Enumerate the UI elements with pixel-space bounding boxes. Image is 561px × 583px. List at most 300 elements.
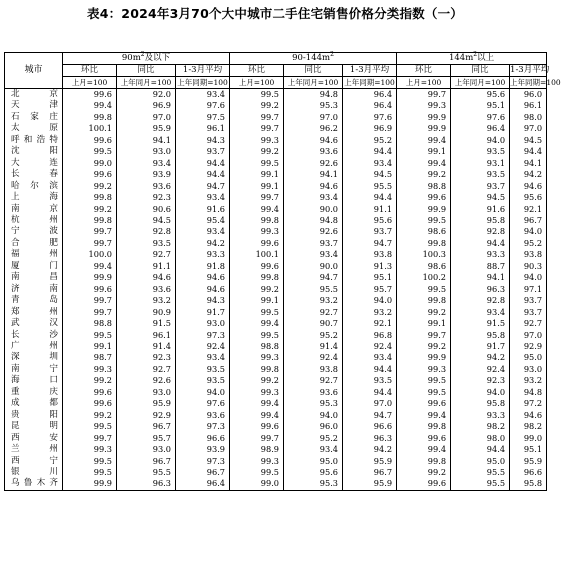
index-value: 91.6	[176, 204, 230, 215]
index-value: 94.0	[451, 135, 510, 146]
index-value: 93.6	[284, 387, 343, 398]
index-value: 92.4	[284, 352, 343, 363]
group-header-small: $90m^2$及以下	[63, 53, 230, 65]
sub-header: 同比	[284, 65, 343, 77]
table-row	[5, 261, 547, 272]
index-value: 94.6	[510, 410, 547, 421]
index-value: 94.4	[343, 146, 397, 157]
index-value: 95.7	[117, 433, 176, 444]
index-value: 97.1	[510, 284, 547, 295]
table-row	[5, 204, 547, 215]
index-value: 99.8	[397, 456, 451, 467]
index-value: 95.5	[451, 478, 510, 490]
index-value: 96.9	[343, 123, 397, 134]
index-value: 94.4	[451, 444, 510, 455]
index-value: 94.4	[176, 158, 230, 169]
index-value: 94.0	[176, 387, 230, 398]
index-value: 98.6	[397, 261, 451, 272]
table-row	[5, 169, 547, 180]
table-row	[5, 226, 547, 237]
index-value: 91.1	[117, 261, 176, 272]
index-value: 99.7	[230, 192, 284, 203]
index-value: 99.8	[230, 215, 284, 226]
index-value: 96.4	[343, 100, 397, 111]
city-name: 南昌	[5, 272, 63, 283]
index-value: 99.6	[397, 433, 451, 444]
index-value: 98.6	[397, 226, 451, 237]
city-name: 石家庄	[5, 112, 63, 123]
city-name: 海口	[5, 375, 63, 386]
index-value: 97.0	[510, 123, 547, 134]
index-value: 92.7	[117, 249, 176, 260]
table-row	[5, 330, 547, 341]
index-value: 91.4	[117, 341, 176, 352]
index-value: 99.7	[63, 238, 117, 249]
index-value: 99.8	[397, 238, 451, 249]
index-value: 92.1	[510, 204, 547, 215]
index-value: 93.2	[117, 295, 176, 306]
index-value: 93.4	[284, 249, 343, 260]
index-value: 99.3	[230, 352, 284, 363]
index-value: 93.6	[117, 181, 176, 192]
index-value: 99.6	[397, 192, 451, 203]
index-value: 93.8	[343, 249, 397, 260]
index-value: 93.4	[284, 192, 343, 203]
base-header: 上月=100	[63, 77, 117, 89]
index-value: 99.3	[230, 135, 284, 146]
index-value: 92.6	[284, 158, 343, 169]
index-value: 94.4	[510, 146, 547, 157]
index-value: 96.4	[176, 478, 230, 490]
table-row	[5, 158, 547, 169]
index-value: 97.3	[176, 456, 230, 467]
index-value: 99.6	[63, 135, 117, 146]
index-value: 99.5	[63, 146, 117, 157]
city-name: 成都	[5, 398, 63, 409]
index-value: 93.8	[510, 249, 547, 260]
table-row	[5, 444, 547, 455]
index-value: 99.2	[230, 375, 284, 386]
index-value: 99.1	[230, 295, 284, 306]
index-value: 99.3	[230, 456, 284, 467]
index-value: 93.3	[451, 410, 510, 421]
index-value: 94.2	[510, 169, 547, 180]
index-value: 94.4	[451, 238, 510, 249]
index-value: 92.9	[117, 410, 176, 421]
index-value: 99.4	[397, 158, 451, 169]
index-value: 92.7	[117, 364, 176, 375]
index-value: 96.1	[176, 123, 230, 134]
index-value: 94.6	[284, 181, 343, 192]
index-value: 94.3	[176, 135, 230, 146]
index-value: 99.8	[397, 421, 451, 432]
index-value: 99.1	[397, 146, 451, 157]
index-value: 92.0	[117, 89, 176, 101]
index-value: 99.3	[397, 364, 451, 375]
index-value: 98.7	[63, 352, 117, 363]
price-index-table	[4, 51, 561, 491]
city-name: 西安	[5, 433, 63, 444]
index-value: 94.5	[117, 215, 176, 226]
city-name: 呼和浩特	[5, 135, 63, 146]
table-row	[5, 100, 547, 111]
index-value: 91.7	[451, 341, 510, 352]
index-value: 93.8	[284, 364, 343, 375]
table-row	[5, 398, 547, 409]
index-value: 99.4	[230, 204, 284, 215]
index-value: 99.9	[397, 204, 451, 215]
sub-header: 同比	[117, 65, 176, 77]
table-row	[5, 215, 547, 226]
city-name: 重庆	[5, 387, 63, 398]
table-row	[5, 249, 547, 260]
index-value: 99.1	[230, 169, 284, 180]
index-value: 94.8	[510, 387, 547, 398]
index-value: 99.6	[397, 398, 451, 409]
table-row	[5, 478, 547, 490]
index-value: 94.4	[343, 387, 397, 398]
city-name: 乌鲁木齐	[5, 478, 63, 490]
index-value: 99.7	[397, 89, 451, 101]
index-value: 95.8	[510, 478, 547, 490]
index-value: 95.8	[451, 398, 510, 409]
index-value: 94.1	[451, 272, 510, 283]
index-value: 95.8	[451, 330, 510, 341]
index-value: 99.4	[397, 444, 451, 455]
index-value: 99.2	[230, 284, 284, 295]
index-value: 99.7	[63, 433, 117, 444]
index-value: 92.7	[284, 375, 343, 386]
index-value: 98.2	[451, 421, 510, 432]
price-index-table-container	[4, 51, 561, 491]
index-value: 94.5	[451, 192, 510, 203]
index-value: 95.5	[117, 467, 176, 478]
index-value: 96.6	[343, 421, 397, 432]
index-value: 100.0	[63, 249, 117, 260]
index-value: 93.4	[343, 352, 397, 363]
index-value: 96.4	[343, 89, 397, 101]
base-header: 上年同月=100	[284, 77, 343, 89]
index-value: 93.7	[451, 181, 510, 192]
index-value: 97.6	[451, 112, 510, 123]
index-value: 99.8	[63, 215, 117, 226]
index-value: 94.0	[510, 226, 547, 237]
index-value: 94.0	[510, 272, 547, 283]
index-value: 93.7	[510, 295, 547, 306]
index-value: 93.1	[451, 158, 510, 169]
index-value: 97.0	[117, 112, 176, 123]
index-value: 99.8	[397, 295, 451, 306]
sub-header: 环比	[230, 65, 284, 77]
index-value: 93.7	[510, 307, 547, 318]
city-name: 上海	[5, 192, 63, 203]
index-value: 97.0	[284, 112, 343, 123]
city-column-header: 城市	[5, 53, 63, 89]
index-value: 91.6	[451, 204, 510, 215]
index-value: 93.3	[176, 249, 230, 260]
index-value: 94.7	[343, 410, 397, 421]
index-value: 94.0	[343, 295, 397, 306]
index-value: 95.9	[117, 123, 176, 134]
index-value: 99.3	[230, 387, 284, 398]
index-value: 99.2	[397, 341, 451, 352]
table-row	[5, 295, 547, 306]
index-value: 94.6	[284, 135, 343, 146]
index-value: 99.7	[230, 112, 284, 123]
index-value: 90.0	[284, 261, 343, 272]
index-value: 95.3	[284, 100, 343, 111]
city-name: 兰州	[5, 444, 63, 455]
index-value: 93.3	[451, 249, 510, 260]
index-value: 98.9	[230, 444, 284, 455]
city-name: 青岛	[5, 295, 63, 306]
index-value: 99.7	[63, 307, 117, 318]
index-value: 99.4	[230, 398, 284, 409]
index-value: 91.5	[451, 318, 510, 329]
index-value: 92.1	[343, 318, 397, 329]
city-name: 合肥	[5, 238, 63, 249]
index-value: 92.3	[117, 192, 176, 203]
index-value: 99.3	[63, 444, 117, 455]
index-value: 99.4	[63, 100, 117, 111]
index-value: 99.3	[397, 100, 451, 111]
index-value: 99.5	[230, 307, 284, 318]
index-value: 99.1	[63, 341, 117, 352]
index-value: 94.2	[343, 444, 397, 455]
city-name: 宁波	[5, 226, 63, 237]
index-value: 99.6	[230, 261, 284, 272]
index-value: 91.8	[176, 261, 230, 272]
index-value: 96.7	[176, 467, 230, 478]
city-name: 银川	[5, 467, 63, 478]
index-value: 94.2	[176, 238, 230, 249]
city-name: 武汉	[5, 318, 63, 329]
index-value: 92.7	[510, 318, 547, 329]
sub-header: 同比	[451, 65, 510, 77]
index-value: 99.5	[230, 330, 284, 341]
table-row	[5, 433, 547, 444]
table-row	[5, 307, 547, 318]
index-value: 99.2	[230, 100, 284, 111]
index-value: 93.9	[117, 169, 176, 180]
city-name: 北京	[5, 89, 63, 101]
group-header-medium: $90-144m^2$	[230, 53, 397, 65]
table-row	[5, 467, 547, 478]
index-value: 99.7	[63, 295, 117, 306]
index-value: 99.9	[397, 123, 451, 134]
city-name: 深圳	[5, 352, 63, 363]
base-header: 上月=100	[230, 77, 284, 89]
index-value: 96.1	[510, 100, 547, 111]
index-value: 91.5	[117, 318, 176, 329]
index-value: 93.4	[176, 226, 230, 237]
index-value: 92.4	[176, 341, 230, 352]
index-value: 98.8	[397, 181, 451, 192]
index-value: 94.7	[343, 238, 397, 249]
index-value: 96.0	[284, 421, 343, 432]
index-value: 92.8	[451, 226, 510, 237]
city-name: 长沙	[5, 330, 63, 341]
index-value: 90.0	[284, 204, 343, 215]
city-name: 哈尔滨	[5, 181, 63, 192]
index-value: 92.8	[117, 226, 176, 237]
table-row	[5, 192, 547, 203]
table-row	[5, 238, 547, 249]
table-row	[5, 284, 547, 295]
index-value: 99.1	[230, 181, 284, 192]
city-name: 南京	[5, 204, 63, 215]
index-value: 94.8	[284, 89, 343, 101]
index-value: 99.5	[230, 467, 284, 478]
index-value: 93.4	[284, 444, 343, 455]
index-value: 99.6	[63, 284, 117, 295]
index-value: 90.6	[117, 204, 176, 215]
index-value: 99.8	[63, 112, 117, 123]
index-value: 99.6	[63, 398, 117, 409]
index-value: 95.6	[451, 89, 510, 101]
index-value: 100.1	[63, 123, 117, 134]
index-value: 96.2	[284, 123, 343, 134]
index-value: 94.7	[284, 272, 343, 283]
index-value: 99.5	[63, 456, 117, 467]
index-value: 99.6	[230, 421, 284, 432]
index-value: 95.2	[510, 238, 547, 249]
index-value: 98.8	[63, 318, 117, 329]
index-value: 99.5	[397, 215, 451, 226]
index-value: 98.0	[510, 112, 547, 123]
index-value: 99.2	[63, 204, 117, 215]
index-value: 94.6	[510, 181, 547, 192]
table-row	[5, 352, 547, 363]
index-value: 90.7	[284, 318, 343, 329]
sub-header-row	[5, 65, 547, 77]
index-value: 93.5	[117, 238, 176, 249]
index-value: 95.9	[117, 398, 176, 409]
index-value: 95.6	[284, 467, 343, 478]
index-value: 95.2	[343, 135, 397, 146]
table-row	[5, 318, 547, 329]
city-name: 贵阳	[5, 410, 63, 421]
table-row	[5, 112, 547, 123]
index-value: 93.4	[343, 158, 397, 169]
index-value: 94.4	[176, 169, 230, 180]
index-value: 99.7	[230, 123, 284, 134]
index-value: 97.0	[510, 330, 547, 341]
base-header: 上年同月=100	[451, 77, 510, 89]
city-name: 大连	[5, 158, 63, 169]
table-row	[5, 89, 547, 101]
index-value: 94.5	[343, 169, 397, 180]
index-value: 95.8	[451, 215, 510, 226]
index-value: 96.4	[451, 123, 510, 134]
index-value: 99.4	[230, 318, 284, 329]
index-value: 96.7	[343, 467, 397, 478]
index-value: 99.4	[230, 410, 284, 421]
index-value: 99.9	[63, 272, 117, 283]
index-value: 91.4	[284, 341, 343, 352]
index-value: 94.0	[451, 387, 510, 398]
index-value: 96.9	[117, 100, 176, 111]
base-header-row	[5, 77, 547, 89]
index-value: 95.0	[451, 456, 510, 467]
index-value: 94.0	[284, 410, 343, 421]
index-value: 99.6	[397, 478, 451, 490]
sub-header: 1-3月平均	[343, 65, 397, 77]
index-value: 93.4	[117, 158, 176, 169]
index-value: 99.3	[230, 226, 284, 237]
index-value: 99.6	[230, 238, 284, 249]
index-value: 100.2	[397, 272, 451, 283]
index-value: 93.2	[284, 295, 343, 306]
table-row	[5, 456, 547, 467]
index-value: 99.2	[63, 181, 117, 192]
index-value: 96.3	[451, 284, 510, 295]
table-row	[5, 181, 547, 192]
index-value: 93.7	[176, 146, 230, 157]
index-value: 92.3	[451, 375, 510, 386]
table-row	[5, 135, 547, 146]
index-value: 95.6	[510, 192, 547, 203]
city-name: 沈阳	[5, 146, 63, 157]
index-value: 94.4	[343, 364, 397, 375]
index-value: 99.8	[63, 192, 117, 203]
table-row	[5, 146, 547, 157]
index-value: 93.7	[284, 238, 343, 249]
city-name: 西宁	[5, 456, 63, 467]
base-header: 上年同期=100	[344, 78, 395, 87]
index-value: 94.1	[510, 158, 547, 169]
index-value: 93.0	[176, 318, 230, 329]
base-header: 上年同月=100	[117, 77, 176, 89]
city-name: 广州	[5, 341, 63, 352]
index-value: 99.5	[397, 387, 451, 398]
index-value: 99.6	[63, 169, 117, 180]
table-row	[5, 410, 547, 421]
index-value: 98.2	[510, 421, 547, 432]
index-value: 95.9	[510, 456, 547, 467]
table-row	[5, 123, 547, 134]
index-value: 99.5	[63, 467, 117, 478]
index-value: 96.0	[510, 89, 547, 101]
index-value: 95.3	[284, 398, 343, 409]
index-value: 99.0	[230, 478, 284, 490]
index-value: 94.4	[343, 192, 397, 203]
index-value: 99.5	[230, 89, 284, 101]
index-value: 94.5	[510, 135, 547, 146]
index-value: 99.6	[63, 387, 117, 398]
table-header	[5, 51, 561, 89]
index-value: 90.9	[117, 307, 176, 318]
index-value: 99.5	[397, 284, 451, 295]
base-header: 上月=100	[397, 77, 451, 89]
index-value: 95.0	[510, 352, 547, 363]
index-value: 93.4	[176, 352, 230, 363]
index-value: 96.3	[117, 478, 176, 490]
index-value: 98.8	[230, 341, 284, 352]
index-value: 97.3	[176, 421, 230, 432]
index-value: 93.4	[176, 89, 230, 101]
index-value: 95.1	[510, 444, 547, 455]
index-value: 93.5	[451, 146, 510, 157]
index-value: 98.0	[451, 433, 510, 444]
index-value: 95.9	[343, 478, 397, 490]
index-value: 92.4	[451, 364, 510, 375]
index-value: 94.1	[284, 169, 343, 180]
index-value: 99.6	[63, 89, 117, 101]
index-value: 99.5	[63, 421, 117, 432]
index-value: 91.1	[343, 204, 397, 215]
index-value: 93.4	[451, 307, 510, 318]
